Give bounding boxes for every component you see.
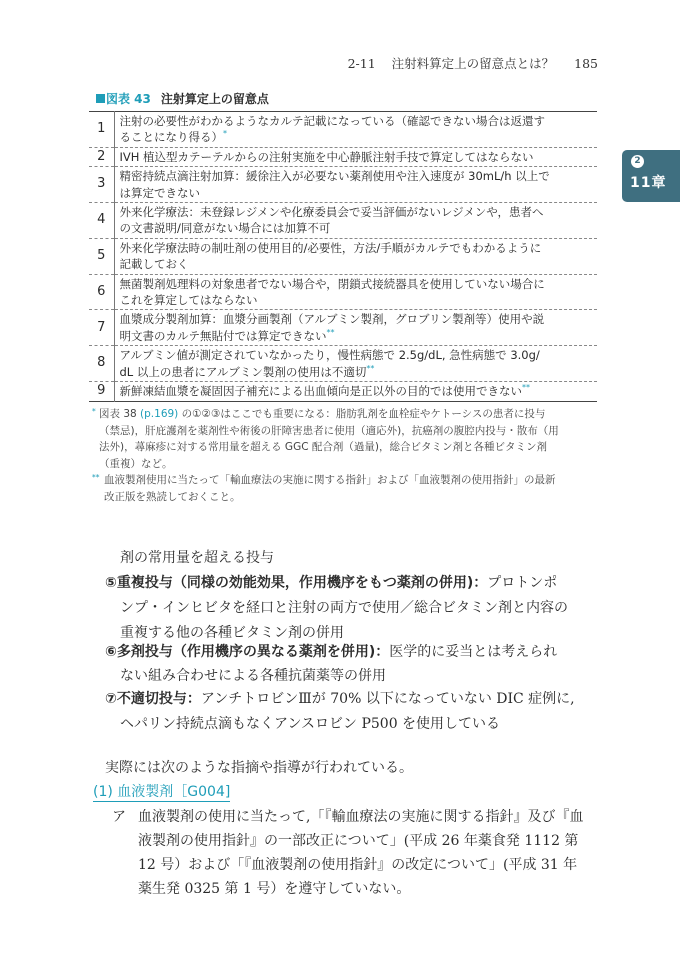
footnote-1 bbox=[92, 406, 602, 472]
table-row bbox=[89, 346, 597, 382]
footnote-line: （重複）など。 bbox=[99, 457, 173, 470]
figure-caption bbox=[96, 90, 269, 107]
footnote-2 bbox=[92, 472, 602, 505]
row-line: 無菌製剤処理料の対象患者でない場合や，閉鎖式接続器具を使用していない場合に bbox=[119, 276, 545, 291]
footnote-line: 改正版を熟読しておくこと。 bbox=[104, 490, 241, 503]
row-number: 6 bbox=[89, 274, 114, 310]
row-text bbox=[114, 167, 597, 203]
row-number: 9 bbox=[89, 382, 114, 401]
footnote-ref: 図表 38 bbox=[99, 408, 137, 420]
footnote-line: 血液製剤使用に当たって「輸血療法の実施に関する指針」および「血液製剤の使用指針」の最新 bbox=[104, 474, 556, 487]
section-number: 2-11 bbox=[347, 56, 376, 71]
table-row bbox=[89, 203, 597, 239]
row-line: の文書説明/同意がない場合には加算不可 bbox=[119, 221, 331, 236]
footnotes bbox=[92, 406, 602, 506]
row-number: 3 bbox=[89, 167, 114, 203]
row-number: 4 bbox=[89, 203, 114, 239]
body-line: ンプ・インヒビタを経口と注射の両方で使用／総合ビタミン剤と内容の bbox=[120, 600, 568, 616]
row-text bbox=[114, 346, 597, 382]
figure-label: 図表 43 bbox=[106, 92, 151, 106]
row-text bbox=[114, 274, 597, 310]
row-text bbox=[114, 382, 597, 401]
table-row bbox=[89, 167, 597, 203]
chapter-tab bbox=[622, 150, 680, 202]
item-heading: ⑥多剤投与（作用機序の異なる薬剤を併用)： bbox=[105, 644, 390, 660]
row-text bbox=[114, 147, 597, 166]
subsection-heading: (1) 血液製剤［G004] bbox=[93, 784, 231, 800]
footnote-line: 法外)，蕁麻疹に対する常用量を超える GGC 配合剤（過量)，総合ビタミン剤と各種ビタミン剤 bbox=[99, 441, 547, 454]
paragraph: 実際には次のような指摘や指導が行われている。 bbox=[105, 760, 413, 776]
table-row bbox=[89, 238, 597, 274]
row-line: 明文書のカルテ無貼付では算定できない** bbox=[119, 327, 335, 343]
row-number: 5 bbox=[89, 238, 114, 274]
item-7: ⑦不適切投与：アンチトロビンⅢが 70% 以下になっていない DIC 症例に, bbox=[105, 691, 575, 707]
item-marker: ア bbox=[112, 809, 126, 825]
running-head bbox=[348, 54, 598, 72]
table-row bbox=[89, 112, 597, 148]
row-number: 8 bbox=[89, 346, 114, 382]
row-line: 外来化学療法時の制吐剤の使用目的/必要性，方法/手順がカルテでもわかるように bbox=[119, 240, 542, 255]
row-text bbox=[114, 203, 597, 239]
row-line: 新鮮凍結血漿を凝固因子補充による出血傾向是正以外の目的では使用できない** bbox=[119, 383, 530, 399]
caption-square-icon bbox=[96, 94, 105, 103]
row-line: ることになり得る）* bbox=[119, 129, 227, 145]
row-line: dL 以上の患者にアルブミン製剤の使用は不適切** bbox=[119, 363, 375, 379]
footnote-marker: * bbox=[223, 129, 227, 139]
item-6: ⑥多剤投与（作用機序の異なる薬剤を併用)：医学的に妥当とは考えられ bbox=[105, 644, 558, 660]
section-title: 注射料算定上の留意点とは？ bbox=[391, 56, 555, 71]
table-row bbox=[89, 147, 597, 166]
body-line: 12 号）および「『血液製剤の使用指針』の改定について」(平成 31 年 bbox=[138, 857, 578, 873]
row-line: 血漿成分製剤加算：血漿分画製剤（アルブミン製剤，グロブリン製剤等）使用や説 bbox=[119, 312, 545, 327]
body-line: 剤の常用量を超える投与 bbox=[120, 550, 274, 566]
page-number: 185 bbox=[574, 56, 598, 71]
figure-title: 注射算定上の留意点 bbox=[160, 92, 269, 106]
row-line: は算定できない bbox=[119, 185, 200, 200]
row-text bbox=[114, 238, 597, 274]
footnote-mark: * bbox=[92, 407, 96, 416]
item-5: ⑤重複投与（同様の効能効果，作用機序をもつ薬剤の併用)：プロトンポ bbox=[105, 575, 558, 591]
footnote-marker: ** bbox=[366, 363, 375, 373]
row-line: 精密持続点滴注射加算：緩徐注入が必要ない薬剤使用や注入速度が 30mL/h 以上で bbox=[119, 169, 550, 184]
row-text bbox=[114, 310, 597, 346]
row-number: 1 bbox=[89, 112, 114, 148]
table-row bbox=[89, 274, 597, 310]
row-line: 外来化学療法：未登録レジメンや化療委員会で妥当評価がないレジメンや，患者へ bbox=[119, 205, 544, 220]
row-line: これを算定してはならない bbox=[119, 293, 258, 308]
footnote-line: の①②③はここでも重要になる：脂肪乳剤を血栓症やケトーシスの患者に投与 bbox=[181, 408, 546, 420]
row-number: 7 bbox=[89, 310, 114, 346]
row-text bbox=[114, 112, 597, 148]
item-heading: ⑦不適切投与： bbox=[105, 691, 201, 707]
row-line: IVH 植込型カテーテルからの注射実施を中心静脈注射手技で算定してはならない bbox=[119, 149, 534, 164]
row-line: アルブミン値が測定されていなかったり，慢性病態で 2.5g/dL, 急性病態で 3.0g/ bbox=[119, 348, 540, 363]
body-line: ヘパリン持続点滴もなくアンスロビン P500 を使用している bbox=[120, 716, 501, 732]
row-line: 記載しておく bbox=[119, 257, 189, 272]
footnote-marker: ** bbox=[326, 327, 335, 337]
body-line: 液製剤の使用指針』の一部改正について」(平成 26 年薬食発 1112 第 bbox=[138, 833, 579, 849]
body-line: 重複する他の各種ビタミン剤の併用 bbox=[120, 625, 344, 641]
body-line: 薬生発 0325 第 1 号）を遵守していない。 bbox=[138, 881, 411, 897]
table-row bbox=[89, 310, 597, 346]
item-heading: ⑤重複投与（同様の効能効果，作用機序をもつ薬剤の併用)： bbox=[105, 575, 488, 591]
page-link[interactable]: (p.169) bbox=[140, 408, 179, 420]
chapter-tab-label: 11章 bbox=[630, 175, 667, 191]
chapter-tab-number: 2 bbox=[631, 155, 644, 168]
notes-table bbox=[89, 111, 597, 402]
row-number: 2 bbox=[89, 147, 114, 166]
table-row bbox=[89, 382, 597, 401]
row-line: 注射の必要性がわかるようなカルテ記載になっている（確認できない場合は返還す bbox=[119, 114, 545, 128]
footnote-line: （禁忌)，肝庇護剤を薬剤性や術後の肝障害患者に使用（適応外)，抗癌剤の腹腔内投与・散布（用 bbox=[99, 424, 559, 437]
footnote-mark: ** bbox=[92, 473, 100, 483]
footnote-marker: ** bbox=[522, 383, 530, 393]
body-line: 血液製剤の使用に当たって,「『輸血療法の実施に関する指針』及び『血 bbox=[138, 809, 584, 825]
body-line: ない組み合わせによる各種抗菌薬等の併用 bbox=[120, 668, 386, 684]
